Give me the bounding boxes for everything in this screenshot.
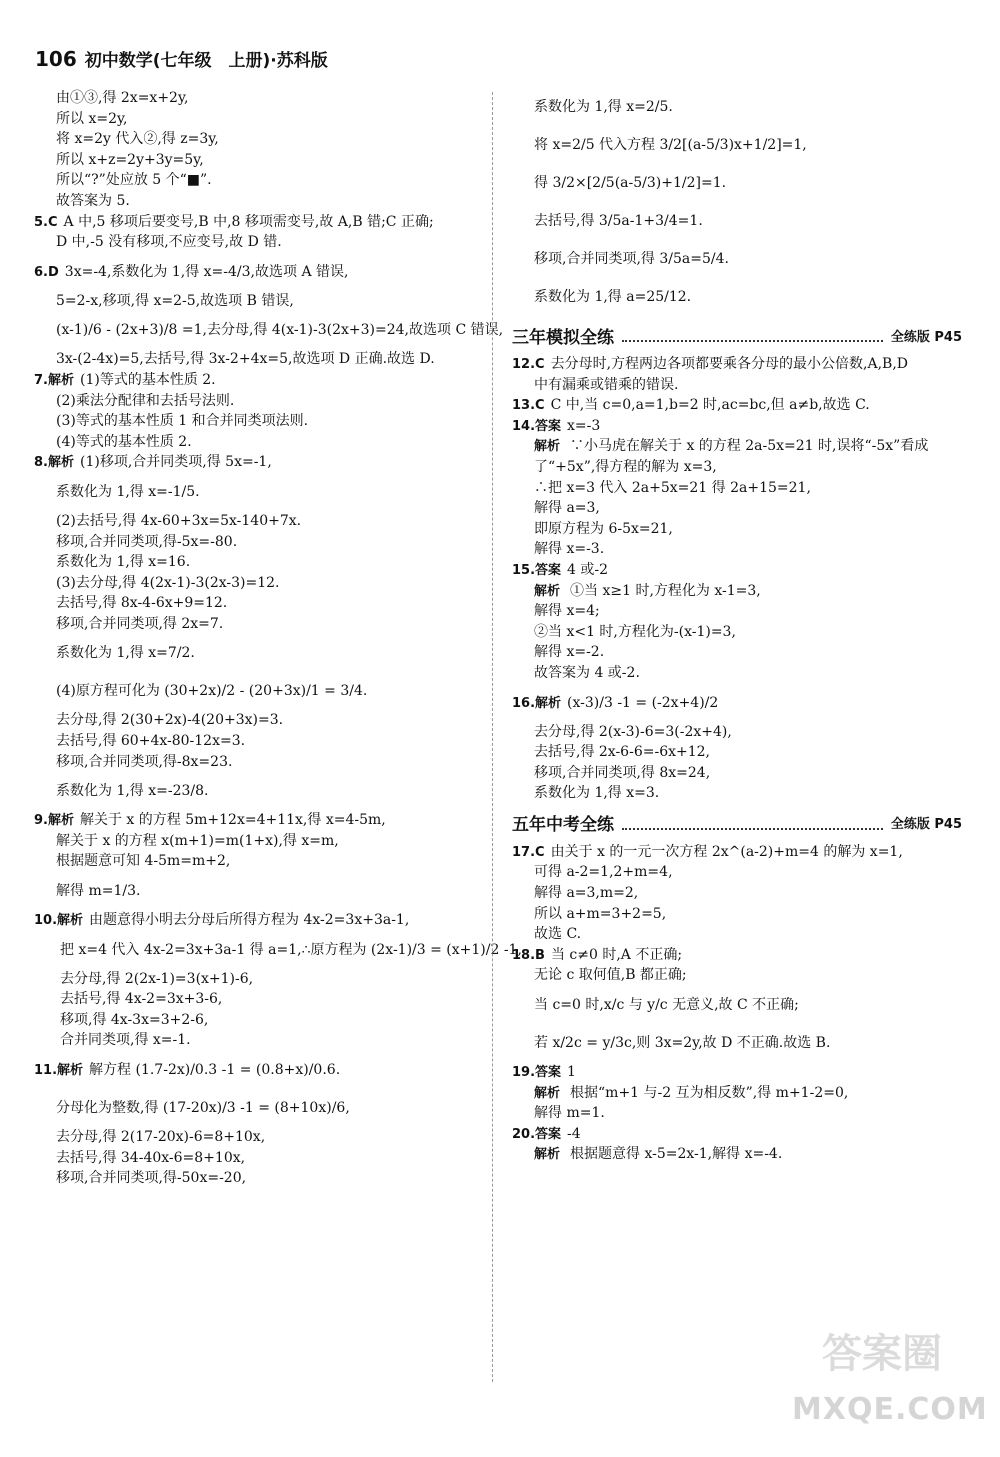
question-number: 15.答案 <box>512 562 562 578</box>
answer-text: 移项,得 4x-3x=3+2-6, <box>60 1011 209 1028</box>
answer-text: 故答案为 5. <box>56 192 130 209</box>
answer-text: x=-3 <box>567 417 601 434</box>
answer-line <box>34 831 474 852</box>
answer-line <box>512 783 962 804</box>
section-heading-five-year <box>512 808 962 838</box>
answer-line <box>34 552 474 573</box>
answer-text: 无论 c 取何值,B 都正确; <box>534 967 687 984</box>
right-column <box>512 88 962 1165</box>
answer-line <box>512 395 962 416</box>
answer-line <box>34 511 474 532</box>
answer-line <box>512 560 962 581</box>
answer-text: 去分母,得 2(30+2x)-4(20+3x)=3. <box>56 712 284 729</box>
answer-text: 解得 x=-2. <box>534 644 605 661</box>
answer-line <box>512 375 962 396</box>
answer-text: 系数化为 1,得 x=2/5. <box>534 99 673 115</box>
answer-text: 移项,合并同类项,得-8x=23. <box>56 753 233 770</box>
answer-line <box>512 622 962 643</box>
answer-line <box>34 150 474 171</box>
answer-line <box>34 191 474 212</box>
section-ref: 全练版 P45 <box>890 329 962 345</box>
answer-line <box>34 391 474 412</box>
question-number: 解析 <box>534 583 561 599</box>
question-number: 8.解析 <box>34 455 74 471</box>
answer-line <box>512 240 962 278</box>
answer-text: 移项,合并同类项,得-5x=-80. <box>56 533 238 550</box>
answer-text: C 中,当 c=0,a=1,b=2 时,ac=bc,但 a≠b,故选 C. <box>550 397 870 414</box>
answer-line <box>512 862 962 883</box>
answer-text: (x-3)/3 -1 = (-2x+4)/2 <box>567 694 719 711</box>
answer-line <box>512 478 962 499</box>
answer-text: 去括号,得 3/5a-1+3/4=1. <box>534 213 703 229</box>
answer-line <box>34 1127 474 1148</box>
answer-text: 所以 x=2y, <box>56 110 128 127</box>
answer-line <box>512 1083 962 1104</box>
answer-text: 当 c=0 时,x/c 与 y/c 无意义,故 C 不正确; <box>534 997 799 1014</box>
answer-text: 根据题意可知 4-5m=m+2, <box>56 853 231 870</box>
answer-text: A 中,5 移项后要变号,B 中,8 移项需变号,故 A,B 错;C 正确; <box>63 213 434 230</box>
answer-text: 系数化为 1,得 x=7/2. <box>56 645 195 662</box>
answer-text: 分母化为整数,得 (17-20x)/3 -1 = (8+10x)/6, <box>56 1100 350 1116</box>
question-number: 18.B <box>512 947 545 963</box>
answer-line <box>34 1030 474 1051</box>
answer-line <box>34 593 474 614</box>
leader-dots <box>622 328 883 342</box>
answer-text: 系数化为 1,得 x=3. <box>534 785 660 802</box>
answer-text: 去括号,得 8x-4-6x+9=12. <box>56 595 228 612</box>
question-number: 解析 <box>534 1085 561 1101</box>
answer-line <box>512 278 962 316</box>
page-number: 106 <box>35 47 77 71</box>
three-year-answers <box>512 354 962 804</box>
answer-text: 故答案为 4 或-2. <box>534 664 640 681</box>
answer-line <box>34 109 474 130</box>
answer-line <box>34 432 474 453</box>
answer-line <box>512 722 962 743</box>
question-number: 12.C <box>512 357 545 372</box>
answer-text: 系数化为 1,得 x=-23/8. <box>56 783 209 800</box>
answer-line <box>512 924 962 945</box>
answer-text: 去括号,得 60+4x-80-12x=3. <box>56 733 246 750</box>
answer-line <box>512 126 962 164</box>
answer-text: -4 <box>567 1125 581 1142</box>
section-heading-three-year <box>512 320 962 350</box>
answer-text: 中有漏乘或错乘的错误. <box>534 376 679 393</box>
watermark-text-top: 答案圈 <box>822 1331 942 1377</box>
answer-line <box>512 1103 962 1124</box>
column-divider <box>492 92 493 1382</box>
leader-dots <box>622 816 883 830</box>
answer-line <box>512 642 962 663</box>
answer-line <box>34 573 474 594</box>
answer-text: 去括号,得 4x-2=3x+3-6, <box>60 991 223 1008</box>
answer-text: 去分母,得 2(2x-1)=3(x+1)-6, <box>60 970 254 987</box>
answer-text: 移项,合并同类项,得-50x=-20, <box>56 1170 247 1187</box>
watermark-logo <box>792 1317 988 1427</box>
answer-line <box>34 731 474 752</box>
answer-text: 解得 x=4; <box>534 603 600 620</box>
answer-line <box>34 1089 474 1127</box>
right-column-continuation <box>512 88 962 316</box>
answer-line <box>34 232 474 253</box>
answer-line <box>34 931 522 969</box>
answer-line <box>34 910 474 931</box>
answer-text: 所以 a+m=3+2=5, <box>534 905 667 922</box>
answer-text: 去括号,得 34-40x-6=8+10x, <box>56 1149 246 1166</box>
answer-line <box>34 452 474 473</box>
answer-line <box>512 581 962 602</box>
answer-text: 移项,合并同类项,得 2x=7. <box>56 615 224 632</box>
answer-text: 将 x=2/5 代入方程 3/2[(a-5/3)x+1/2]=1, <box>534 137 807 153</box>
section-ref: 全练版 P45 <box>890 817 962 833</box>
answer-text: 合并同类项,得 x=-1. <box>60 1032 191 1049</box>
answer-text: (4)原方程可化为 (30+2x)/2 - (20+3x)/1 = 3/4. <box>56 683 368 700</box>
answer-text: (2)去括号,得 4x-60+3x=5x-140+7x. <box>56 512 302 529</box>
answer-text: 解关于 x 的方程 5m+12x=4+11x,得 x=4-5m, <box>79 812 386 829</box>
answer-line <box>512 88 962 126</box>
answer-text: 所以 x+z=2y+3y=5y, <box>56 151 204 168</box>
answer-line <box>512 519 962 540</box>
answer-line <box>34 129 474 150</box>
answer-text: (1)等式的基本性质 2. <box>79 371 216 388</box>
answer-line <box>512 883 962 904</box>
answer-text: 解得 x=-3. <box>534 541 605 558</box>
question-number: 解析 <box>534 1147 561 1163</box>
answer-text: 由①③,得 2x=x+2y, <box>56 90 189 106</box>
answer-text: 3x=-4,系数化为 1,得 x=-4/3,故选项 A 错误, <box>64 263 349 280</box>
answer-line <box>512 1024 962 1062</box>
question-number: 7.解析 <box>34 372 74 388</box>
answer-line <box>34 291 474 312</box>
answer-text: 所以“?”处应放 5 个“■”. <box>56 172 212 189</box>
answer-text: 去分母,得 2(17-20x)-6=8+10x, <box>56 1129 266 1145</box>
question-number: 14.答案 <box>512 418 562 434</box>
left-column <box>34 88 522 1189</box>
answer-text: 去分母,得 2(x-3)-6=3(-2x+4), <box>534 723 732 740</box>
answer-line <box>34 1168 474 1189</box>
answer-text: 根据题意得 x-5=2x-1,解得 x=-4. <box>570 1146 783 1163</box>
answer-line <box>34 411 474 432</box>
question-number: 9.解析 <box>34 813 74 829</box>
answer-text: 1 <box>567 1064 576 1081</box>
answer-line <box>34 349 474 370</box>
answer-text: 由关于 x 的一元一次方程 2x^(a-2)+m=4 的解为 x=1, <box>550 843 903 860</box>
answer-text: 移项,合并同类项,得 3/5a=5/4. <box>534 251 729 267</box>
question-number: 11.解析 <box>34 1063 84 1078</box>
question-number: 19.答案 <box>512 1065 562 1081</box>
answer-text: 系数化为 1,得 x=-1/5. <box>56 483 200 500</box>
answer-line <box>512 965 962 986</box>
question-number: 20.答案 <box>512 1126 562 1142</box>
question-number: 6.D <box>34 264 59 280</box>
answer-line <box>512 457 962 478</box>
answer-line <box>34 170 474 191</box>
answer-line <box>34 253 474 291</box>
answer-line <box>512 164 962 202</box>
answer-text: 得 3/2×[2/5(a-5/3)+1/2]=1. <box>534 175 727 191</box>
answer-text: ∴把 x=3 代入 2a+5x=21 得 2a+15=21, <box>534 479 811 496</box>
answer-line <box>512 842 962 863</box>
answer-line <box>512 742 962 763</box>
answer-text: 5=2-x,移项,得 x=2-5,故选项 B 错误, <box>56 292 294 309</box>
answer-line <box>34 614 474 635</box>
answer-text: (2)乘法分配律和去括号法则. <box>56 392 235 409</box>
answer-line <box>512 436 962 457</box>
answer-line <box>34 969 474 990</box>
section-title: 三年模拟全练 <box>512 327 614 348</box>
answer-line <box>34 989 474 1010</box>
answer-text: 将 x=2y 代入②,得 z=3y, <box>56 131 219 148</box>
page-header <box>35 46 328 76</box>
answer-text: (3)等式的基本性质 1 和合并同类项法则. <box>56 413 309 430</box>
answer-text: 当 c≠0 时,A 不正确; <box>550 946 683 963</box>
answer-line <box>512 763 962 784</box>
answer-text: 可得 a-2=1,2+m=4, <box>534 864 673 881</box>
answer-line <box>512 601 962 622</box>
answer-text: 把 x=4 代入 4x-2=3x+3a-1 得 a=1,∴原方程为 (2x-1)/3 = (x+1)/2 -1, <box>60 941 522 958</box>
answer-line <box>34 370 474 391</box>
answer-text: 解得 m=1. <box>534 1105 605 1122</box>
answer-text: 由题意得小明去分母后所得方程为 4x-2=3x+3a-1, <box>89 912 410 929</box>
answer-line <box>512 986 962 1024</box>
answer-line <box>512 1062 962 1083</box>
answer-text: (x-1)/6 - (2x+3)/8 =1,去分母,得 4(x-1)-3(2x+3)=24,故选项 C 错误, <box>56 322 504 339</box>
answer-line <box>512 1144 962 1165</box>
answer-text: 去分母时,方程两边各项都要乘各分母的最小公倍数,A,B,D <box>550 356 909 372</box>
five-year-answers <box>512 842 962 1165</box>
answer-text: D 中,-5 没有移项,不应变号,故 D 错. <box>56 234 282 251</box>
answer-text: ②当 x<1 时,方程化为-(x-1)=3, <box>534 623 736 640</box>
answer-line <box>34 311 504 349</box>
answer-line <box>34 1051 474 1089</box>
answer-text: 4 或-2 <box>567 561 609 578</box>
answer-line <box>34 212 474 233</box>
question-number: 13.C <box>512 398 545 414</box>
answer-text: 解关于 x 的方程 x(m+1)=m(1+x),得 x=m, <box>56 832 339 849</box>
question-number: 17.C <box>512 844 545 860</box>
answer-text: 即原方程为 6-5x=21, <box>534 520 673 537</box>
question-number: 解析 <box>534 439 561 455</box>
watermark-text-bottom: MXQE.COM <box>792 1392 988 1427</box>
question-number: 5.C <box>34 214 58 230</box>
answer-line <box>512 354 962 375</box>
answer-line <box>512 945 962 966</box>
answer-line <box>512 498 962 519</box>
answer-line <box>34 88 474 109</box>
answer-line <box>512 1124 962 1145</box>
answer-line <box>34 1010 474 1031</box>
answer-text: 根据“m+1 与-2 互为相反数”,得 m+1-2=0, <box>570 1084 849 1101</box>
answer-text: 故选 C. <box>534 926 582 943</box>
answer-text: 3x-(2-4x)=5,去括号,得 3x-2+4x=5,故选项 D 正确.故选 D. <box>56 351 435 368</box>
answer-text: (3)去分母,得 4(2x-1)-3(2x-3)=12. <box>56 574 280 591</box>
answer-text: ①当 x≥1 时,方程化为 x-1=3, <box>570 582 761 599</box>
answer-line <box>34 1148 474 1169</box>
answer-line <box>34 752 474 773</box>
answer-line <box>34 672 474 710</box>
question-number: 16.解析 <box>512 695 562 711</box>
answer-line <box>34 532 474 553</box>
answer-line <box>34 634 474 672</box>
answer-line <box>512 202 962 240</box>
answer-line <box>512 416 962 437</box>
answer-line <box>34 872 474 910</box>
answer-line <box>512 663 962 684</box>
answer-text: 系数化为 1,得 a=25/12. <box>534 289 692 305</box>
book-title: 初中数学(七年级 上册)·苏科版 <box>84 51 328 71</box>
answer-line <box>34 810 474 831</box>
answer-line <box>34 710 474 731</box>
answer-line <box>34 772 474 810</box>
answer-text: 若 x/2c = y/3c,则 3x=2y,故 D 不正确.故选 B. <box>534 1035 831 1052</box>
answer-text: 移项,合并同类项,得 8x=24, <box>534 764 711 781</box>
answer-line <box>512 539 962 560</box>
answer-text: 解得 a=3,m=2, <box>534 885 639 902</box>
answer-text: (4)等式的基本性质 2. <box>56 433 192 450</box>
answer-text: ∵小马虎在解关于 x 的方程 2a-5x=21 时,误将“-5x”看成 <box>570 438 929 455</box>
answer-text: 去括号,得 2x-6-6=-6x+12, <box>534 744 710 761</box>
answer-line <box>34 473 474 511</box>
answer-line <box>512 904 962 925</box>
answer-text: (1)移项,合并同类项,得 5x=-1, <box>79 454 272 471</box>
question-number: 10.解析 <box>34 913 84 929</box>
answer-text: 解方程 (1.7-2x)/0.3 -1 = (0.8+x)/0.6. <box>89 1062 341 1078</box>
answer-text: 了“+5x”,得方程的解为 x=3, <box>534 458 717 475</box>
answer-text: 解得 m=1/3. <box>56 883 141 900</box>
answer-text: 系数化为 1,得 x=16. <box>56 554 191 571</box>
answer-text: 解得 a=3, <box>534 500 600 517</box>
answer-line <box>512 684 962 722</box>
answer-line <box>34 851 474 872</box>
section-title: 五年中考全练 <box>512 815 614 836</box>
